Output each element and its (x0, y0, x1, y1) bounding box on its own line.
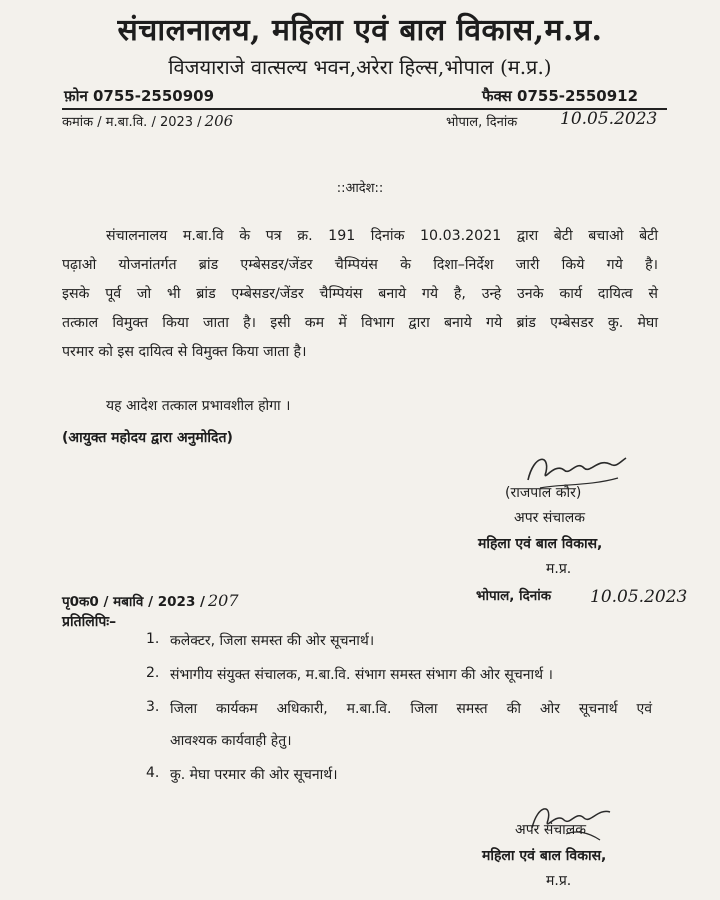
copy-item-number: 4. (146, 765, 160, 781)
body-line: संचालनालय म.बा.वि के पत्र क्र. 191 दिनांक 10.03.2021 द्वारा बेटी बचाओ बेटी (106, 228, 658, 244)
endorsement-date-handwritten: 10.05.2023 (590, 587, 688, 607)
signatory-state: म.प्र. (546, 561, 572, 577)
reference-number-handwritten: 206 (204, 112, 234, 130)
copy-item-text: आवश्यक कार्यवाही हेतु। (170, 733, 292, 749)
signatory-office: महिला एवं बाल विकास, (478, 536, 603, 552)
fax-number: फैक्स 0755-2550912 (482, 87, 639, 105)
endorsement-number-handwritten: 207 (207, 591, 239, 610)
body-line: इसके पूर्व जो भी ब्रांड एम्बेसडर/जेंडर चैम्पियंस बनाये गये है, उन्हे उनके कार्य दायित्व से (62, 286, 658, 302)
org-name: संचालनालय, महिला एवं बाल विकास,म.प्र. (117, 13, 603, 48)
copy-item-text: कलेक्टर, जिला समस्त की ओर सूचनार्थ। (170, 633, 375, 649)
copy-item-text: संभागीय संयुक्त संचालक, म.बा.वि. संभाग समस्त संभाग की ओर सूचनार्थ । (170, 667, 553, 683)
signatory2-designation: अपर संचालक (515, 822, 587, 838)
body-line: परमार को इस दायित्व से विमुक्त किया जाता है। (62, 344, 307, 360)
copy-item-text: जिला कार्यकम अधिकारी, म.बा.वि. जिला समस्त की ओर सूचनार्थ एवं (170, 701, 652, 717)
reference-number (62, 112, 233, 130)
reference-date-handwritten: 10.05.2023 (560, 109, 658, 129)
signatory-name: (राजपाल कौर) (505, 485, 582, 501)
org-address: विजयाराजे वात्सल्य भवन,अरेरा हिल्स,भोपाल (म.प्र.) (168, 55, 552, 79)
signatory-designation: अपर संचालक (514, 510, 586, 526)
endorsement-number (62, 591, 239, 610)
endorsement-number-printed: पृ0क0 / मबावि / 2023 / (62, 594, 205, 610)
body-line: तत्काल विमुक्त किया जाता है। इसी कम में विभाग द्वारा बनाये गये ब्रांड एम्बेसडर कु. मेघा (62, 315, 658, 331)
signatory2-state: म.प्र. (546, 873, 572, 889)
body-line: पढ़ाओ योजनांतर्गत ब्रांड एम्बेसडर/जेंडर चैम्पियंस के दिशा–निर्देश जारी किये गये है। (62, 257, 658, 273)
copy-item-number: 1. (146, 631, 160, 647)
copy-item-text: कु. मेघा परमार की ओर सूचनार्थ। (170, 767, 338, 783)
effective-statement: यह आदेश तत्काल प्रभावशील होगा । (106, 398, 291, 414)
copy-item-number: 2. (146, 665, 160, 681)
order-title: ::आदेश:: (336, 181, 384, 196)
signatory2-office: महिला एवं बाल विकास, (482, 848, 607, 864)
copy-to-label: प्रतिलिपिः– (62, 614, 117, 630)
approval-note: (आयुक्त महोदय द्वारा अनुमोदित) (62, 430, 233, 446)
order-body (62, 222, 658, 367)
reference-number-printed: कमांक / म.बा.वि. / 2023 / (62, 115, 202, 130)
phone-number: फ़ोन 0755-2550909 (64, 87, 215, 105)
reference-place-date: भोपाल, दिनांक (446, 115, 518, 130)
copy-item-number: 3. (146, 699, 160, 715)
endorsement-place-date: भोपाल, दिनांक (476, 588, 552, 604)
